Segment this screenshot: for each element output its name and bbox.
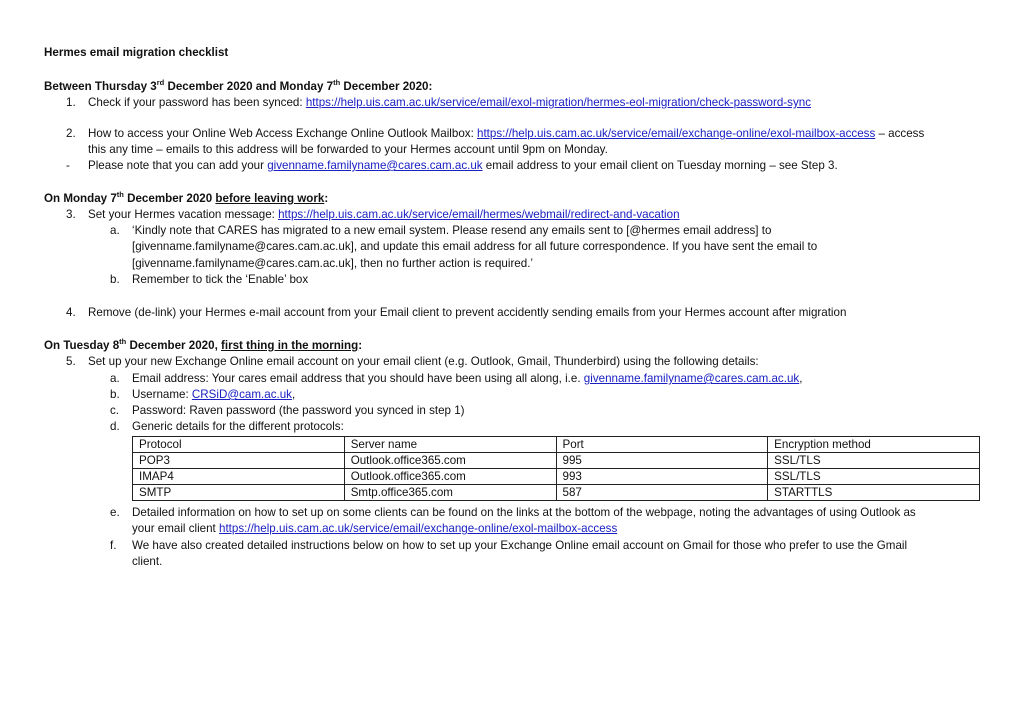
table-row: [133, 453, 980, 469]
item-3a-letter: a.: [110, 224, 120, 237]
item-5a-letter: a.: [110, 372, 120, 385]
heading-text: On Tuesday 8: [44, 339, 120, 352]
section-1-heading: [44, 79, 432, 95]
redirect-and-vacation-link[interactable]: https://help.uis.cam.ac.uk/service/email/hermes/webmail/redirect-and-vacation: [278, 208, 680, 221]
heading-underlined: first thing in the morning: [221, 339, 359, 352]
item-2-number: 2.: [66, 127, 76, 140]
heading-text: December 2020: [123, 192, 216, 205]
heading-text: December 2020:: [340, 80, 433, 93]
exol-mailbox-access-link[interactable]: https://help.uis.cam.ac.uk/service/email/exchange-online/exol-mailbox-access: [219, 522, 618, 535]
table-cell: SSL/TLS: [768, 453, 980, 469]
item-2: [88, 126, 924, 142]
exol-mailbox-access-link[interactable]: https://help.uis.cam.ac.uk/service/email/exchange-online/exol-mailbox-access: [477, 127, 876, 140]
item-4-number: 4.: [66, 306, 76, 319]
item-3b: Remember to tick the ‘Enable’ box: [132, 273, 309, 286]
table-header-cell: Encryption method: [768, 437, 980, 453]
item-1-number: 1.: [66, 96, 76, 109]
item-5d: Generic details for the different protocols:: [132, 420, 344, 433]
item-text: Set your Hermes vacation message:: [88, 208, 279, 221]
item-text: – access: [875, 127, 925, 140]
item-text: email address to your email client on Tuesday morning – see Step 3.: [482, 159, 838, 172]
table-header-cell: Protocol: [133, 437, 345, 453]
item-5f-line: client.: [132, 555, 163, 568]
item-text: ,: [291, 388, 296, 401]
item-5e-letter: e.: [110, 506, 120, 519]
table-cell: Outlook.office365.com: [344, 469, 556, 485]
item-3b-letter: b.: [110, 273, 120, 286]
item-5-number: 5.: [66, 355, 76, 368]
heading-sup: th: [333, 78, 341, 87]
heading-sup: th: [116, 190, 124, 199]
cares-email-link[interactable]: givenname.familyname@cares.cam.ac.uk: [267, 159, 483, 172]
heading-text: December 2020,: [126, 339, 222, 352]
heading-underlined: before leaving work: [215, 192, 325, 205]
item-5e-line: [132, 521, 617, 537]
table-cell: POP3: [133, 453, 345, 469]
check-password-sync-link[interactable]: https://help.uis.cam.ac.uk/service/email/exol-migration/hermes-eol-migration/check-password-sync: [305, 96, 811, 109]
table-cell: Outlook.office365.com: [344, 453, 556, 469]
item-5d-letter: d.: [110, 420, 120, 433]
table-cell: 995: [556, 453, 768, 469]
item-5f-letter: f.: [110, 539, 117, 552]
section-3-heading: [44, 338, 362, 354]
item-5: Set up your new Exchange Online email account on your email client (e.g. Outlook, Gmail, Thunderbird) using the following details:: [88, 355, 759, 368]
table-cell: SMTP: [133, 485, 345, 501]
dash-item: [88, 158, 838, 174]
table-cell: IMAP4: [133, 469, 345, 485]
item-text: How to access your Online Web Access Exchange Online Outlook Mailbox:: [88, 127, 478, 140]
table-cell: Smtp.office365.com: [344, 485, 556, 501]
heading-text: Between Thursday 3: [44, 80, 157, 93]
item-5e-line: Detailed information on how to set up on some clients can be found on the links at the bottom of the webpage, noting the advantages of using Outlook as: [132, 506, 916, 519]
heading-text: December 2020 and Monday 7: [164, 80, 334, 93]
item-text: Check if your password has been synced:: [88, 96, 306, 109]
item-text: Please note that you can add your: [88, 159, 268, 172]
item-3: [88, 207, 680, 223]
table-cell: SSL/TLS: [768, 469, 980, 485]
heading-text: :: [324, 192, 329, 205]
dash-bullet: -: [66, 159, 70, 172]
item-3a-line: [givenname.familyname@cares.cam.ac.uk], then no further action is required.’: [132, 257, 533, 270]
item-1: [88, 95, 811, 111]
table-row: [133, 485, 980, 501]
item-3a-line: [givenname.familyname@cares.cam.ac.uk], and update this email address for all future correspondence. If you have sent the email to: [132, 240, 818, 253]
item-text: your email client: [132, 522, 219, 535]
item-text: Email address: Your cares email address that you should have been using all along, i.e.: [132, 372, 584, 385]
item-3a-line: ‘Kindly note that CARES has migrated to a new email system. Please resend any emails sent to [@hermes email address] to: [132, 224, 772, 237]
item-5f-line: We have also created detailed instructions below on how to set up your Exchange Online email account on Gmail for those who prefer to use the Gmail: [132, 539, 908, 552]
item-2-continuation: this any time – emails to this address will be forwarded to your Hermes account until 9pm on Monday.: [88, 143, 608, 156]
username-link[interactable]: CRSiD@cam.ac.uk: [191, 388, 292, 401]
item-5c: Password: Raven password (the password you synced in step 1): [132, 404, 465, 417]
item-4: Remove (de-link) your Hermes e-mail account from your Email client to prevent accidently sending emails from your Hermes account after migration: [88, 306, 847, 319]
item-text: ,: [799, 372, 803, 385]
protocol-table: [132, 436, 980, 501]
cares-email-link[interactable]: givenname.familyname@cares.cam.ac.uk: [583, 372, 800, 385]
table-header-row: [133, 437, 980, 453]
table-cell: STARTTLS: [768, 485, 980, 501]
table-header-cell: Server name: [344, 437, 556, 453]
section-2-heading: [44, 191, 328, 207]
document-title: Hermes email migration checklist: [44, 46, 229, 59]
item-5b-letter: b.: [110, 388, 120, 401]
item-5c-letter: c.: [110, 404, 120, 417]
item-text: Username:: [132, 388, 192, 401]
item-5a: [132, 371, 802, 387]
table-row: [133, 469, 980, 485]
heading-sup: th: [119, 337, 127, 346]
heading-text: On Monday 7: [44, 192, 117, 205]
heading-text: :: [358, 339, 363, 352]
item-3-number: 3.: [66, 208, 76, 221]
heading-sup: rd: [156, 78, 165, 87]
table-cell: 993: [556, 469, 768, 485]
item-5b: [132, 387, 295, 403]
table-cell: 587: [556, 485, 768, 501]
table-header-cell: Port: [556, 437, 768, 453]
